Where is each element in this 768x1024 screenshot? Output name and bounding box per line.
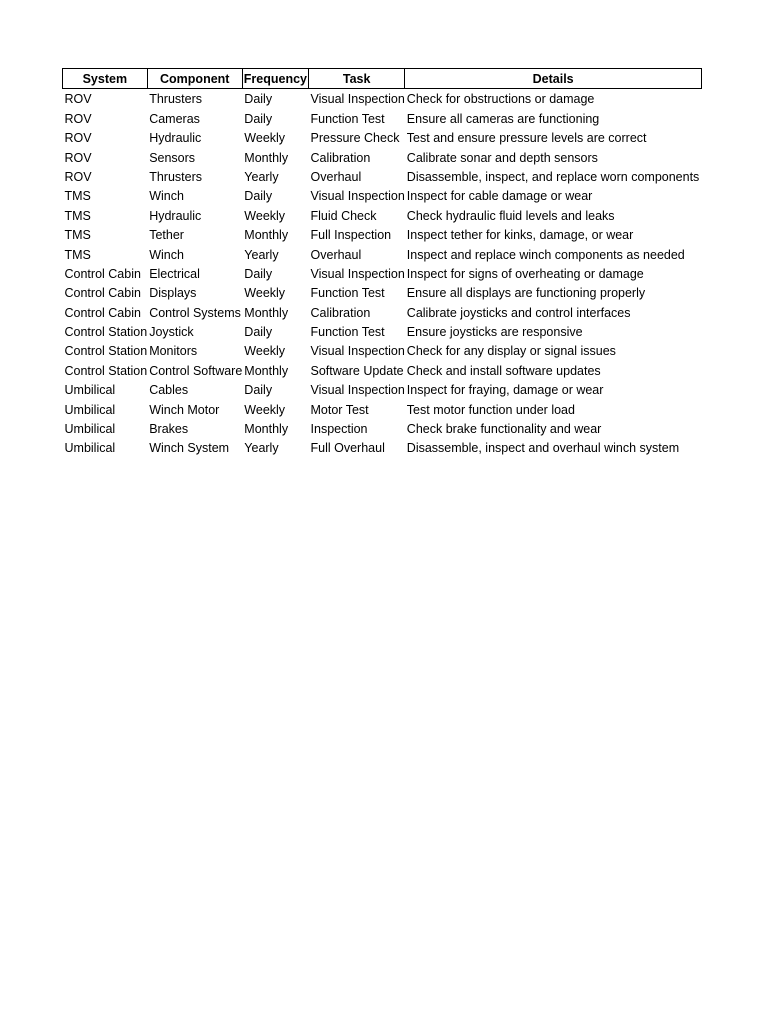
table-row <box>63 322 702 341</box>
table-row <box>63 128 702 147</box>
cell-component[interactable]: Joystick <box>149 325 194 340</box>
cell-task[interactable]: Fluid Check <box>310 208 377 223</box>
cell-system[interactable]: ROV <box>64 111 92 126</box>
cell-component[interactable]: Tether <box>149 228 184 243</box>
table-row <box>63 399 702 418</box>
table-row <box>63 302 702 321</box>
header-frequency[interactable]: Frequency <box>242 69 308 89</box>
cell-details[interactable]: Inspect for signs of overheating or damage <box>406 266 644 281</box>
cell-component[interactable]: Winch System <box>149 441 230 456</box>
cell-details[interactable]: Inspect for fraying, damage or wear <box>406 383 604 398</box>
cell-task[interactable]: Visual Inspection <box>310 344 405 359</box>
header-row <box>63 69 702 89</box>
cell-details[interactable]: Test and ensure pressure levels are correct <box>406 131 647 146</box>
cell-details[interactable]: Ensure joysticks are responsive <box>406 325 583 340</box>
cell-component[interactable]: Sensors <box>149 150 196 165</box>
cell-frequency[interactable]: Yearly <box>244 441 279 456</box>
cell-component[interactable]: Hydraulic <box>149 208 202 223</box>
cell-component[interactable]: Hydraulic <box>149 131 202 146</box>
cell-task[interactable]: Calibration <box>310 150 371 165</box>
table-body <box>63 89 702 458</box>
table-row <box>63 108 702 127</box>
cell-component[interactable]: Winch <box>149 247 184 262</box>
header-task[interactable]: Task <box>309 69 405 89</box>
cell-details[interactable]: Check for obstructions or damage <box>406 92 595 107</box>
cell-frequency[interactable]: Daily <box>244 92 273 107</box>
cell-frequency[interactable]: Weekly <box>244 344 286 359</box>
cell-system[interactable]: TMS <box>64 208 91 223</box>
cell-frequency[interactable]: Yearly <box>244 169 279 184</box>
cell-task[interactable]: Calibration <box>310 305 371 320</box>
cell-details[interactable]: Inspect and replace winch components as needed <box>406 247 685 262</box>
cell-details[interactable]: Ensure all displays are functioning properly <box>406 286 646 301</box>
spreadsheet-page <box>62 68 702 457</box>
cell-system[interactable]: Umbilical <box>64 422 116 437</box>
header-system[interactable]: System <box>63 69 148 89</box>
cell-details[interactable]: Check for any display or signal issues <box>406 344 616 359</box>
cell-frequency[interactable]: Daily <box>244 111 273 126</box>
cell-frequency[interactable]: Monthly <box>244 363 289 378</box>
cell-frequency[interactable]: Weekly <box>244 286 286 301</box>
cell-frequency[interactable]: Monthly <box>244 150 289 165</box>
table-row <box>63 89 702 109</box>
cell-task[interactable]: Visual Inspection <box>310 266 405 281</box>
cell-system[interactable]: Control Cabin <box>64 305 141 320</box>
cell-task[interactable]: Visual Inspection <box>310 92 405 107</box>
cell-system[interactable]: ROV <box>64 150 92 165</box>
cell-details[interactable]: Calibrate sonar and depth sensors <box>406 150 598 165</box>
cell-task[interactable]: Function Test <box>310 111 385 126</box>
cell-frequency[interactable]: Daily <box>244 383 273 398</box>
cell-system[interactable]: ROV <box>64 131 92 146</box>
cell-details[interactable]: Ensure all cameras are functioning <box>406 111 600 126</box>
header-component[interactable]: Component <box>147 69 242 89</box>
cell-details[interactable]: Disassemble, inspect, and replace worn components <box>406 169 700 184</box>
cell-details[interactable]: Check brake functionality and wear <box>406 422 602 437</box>
cell-frequency[interactable]: Weekly <box>244 402 286 417</box>
cell-details[interactable]: Check hydraulic fluid levels and leaks <box>406 208 615 223</box>
cell-component[interactable]: Cables <box>149 383 189 398</box>
cell-task[interactable]: Full Overhaul <box>310 441 385 456</box>
cell-system[interactable]: Control Station <box>64 363 148 378</box>
cell-task[interactable]: Visual Inspection <box>310 383 405 398</box>
cell-system[interactable]: Umbilical <box>64 383 116 398</box>
cell-task[interactable]: Function Test <box>310 286 385 301</box>
cell-component[interactable]: Brakes <box>149 422 189 437</box>
cell-frequency[interactable]: Yearly <box>244 247 279 262</box>
table-row <box>63 147 702 166</box>
table-row <box>63 264 702 283</box>
cell-details[interactable]: Check and install software updates <box>406 363 601 378</box>
cell-frequency[interactable]: Daily <box>244 266 273 281</box>
cell-frequency[interactable]: Daily <box>244 325 273 340</box>
cell-frequency[interactable]: Monthly <box>244 422 289 437</box>
cell-system[interactable]: ROV <box>64 169 92 184</box>
cell-details[interactable]: Disassemble, inspect and overhaul winch system <box>406 441 680 456</box>
cell-system[interactable]: Umbilical <box>64 402 116 417</box>
cell-details[interactable]: Inspect for cable damage or wear <box>406 189 593 204</box>
cell-system[interactable]: ROV <box>64 92 92 107</box>
cell-details[interactable]: Inspect tether for kinks, damage, or wear <box>406 228 634 243</box>
cell-task[interactable]: Overhaul <box>310 247 362 262</box>
table-row <box>63 341 702 360</box>
cell-component[interactable]: Winch <box>149 189 184 204</box>
cell-system[interactable]: Control Cabin <box>64 286 141 301</box>
cell-frequency[interactable]: Monthly <box>244 305 289 320</box>
cell-task[interactable]: Visual Inspection <box>310 189 405 204</box>
table-row <box>63 205 702 224</box>
cell-system[interactable]: TMS <box>64 189 91 204</box>
cell-system[interactable]: Control Station <box>64 325 148 340</box>
cell-task[interactable]: Software Update <box>310 363 404 378</box>
table-row <box>63 244 702 263</box>
cell-frequency[interactable]: Weekly <box>244 131 286 146</box>
table-row <box>63 438 702 457</box>
cell-component[interactable]: Thrusters <box>149 92 202 107</box>
cell-system[interactable]: Control Station <box>64 344 148 359</box>
cell-component[interactable]: Winch Motor <box>149 402 220 417</box>
header-details[interactable]: Details <box>405 69 702 89</box>
cell-component[interactable]: Monitors <box>149 344 198 359</box>
cell-system[interactable]: Control Cabin <box>64 266 141 281</box>
cell-task[interactable]: Motor Test <box>310 402 369 417</box>
table-row <box>63 186 702 205</box>
cell-component[interactable]: Thrusters <box>149 169 202 184</box>
cell-component[interactable]: Displays <box>149 286 197 301</box>
cell-frequency[interactable]: Daily <box>244 189 273 204</box>
cell-system[interactable]: TMS <box>64 247 91 262</box>
table-row <box>63 167 702 186</box>
table-row <box>63 419 702 438</box>
table-row <box>63 225 702 244</box>
cell-task[interactable]: Overhaul <box>310 169 362 184</box>
cell-frequency[interactable]: Weekly <box>244 208 286 223</box>
table-row <box>63 360 702 379</box>
cell-system[interactable]: TMS <box>64 228 91 243</box>
maintenance-table <box>62 68 702 457</box>
table-row <box>63 380 702 399</box>
cell-component[interactable]: Control Systems <box>149 305 241 320</box>
cell-details[interactable]: Calibrate joysticks and control interfaces <box>406 305 631 320</box>
cell-task[interactable]: Function Test <box>310 325 385 340</box>
table-row <box>63 283 702 302</box>
cell-task[interactable]: Inspection <box>310 422 368 437</box>
cell-task[interactable]: Full Inspection <box>310 228 392 243</box>
cell-task[interactable]: Pressure Check <box>310 131 400 146</box>
cell-details[interactable]: Test motor function under load <box>406 402 575 417</box>
cell-frequency[interactable]: Monthly <box>244 228 289 243</box>
cell-system[interactable]: Umbilical <box>64 441 116 456</box>
cell-component[interactable]: Electrical <box>149 266 200 281</box>
cell-component[interactable]: Control Software <box>149 363 243 378</box>
cell-component[interactable]: Cameras <box>149 111 200 126</box>
